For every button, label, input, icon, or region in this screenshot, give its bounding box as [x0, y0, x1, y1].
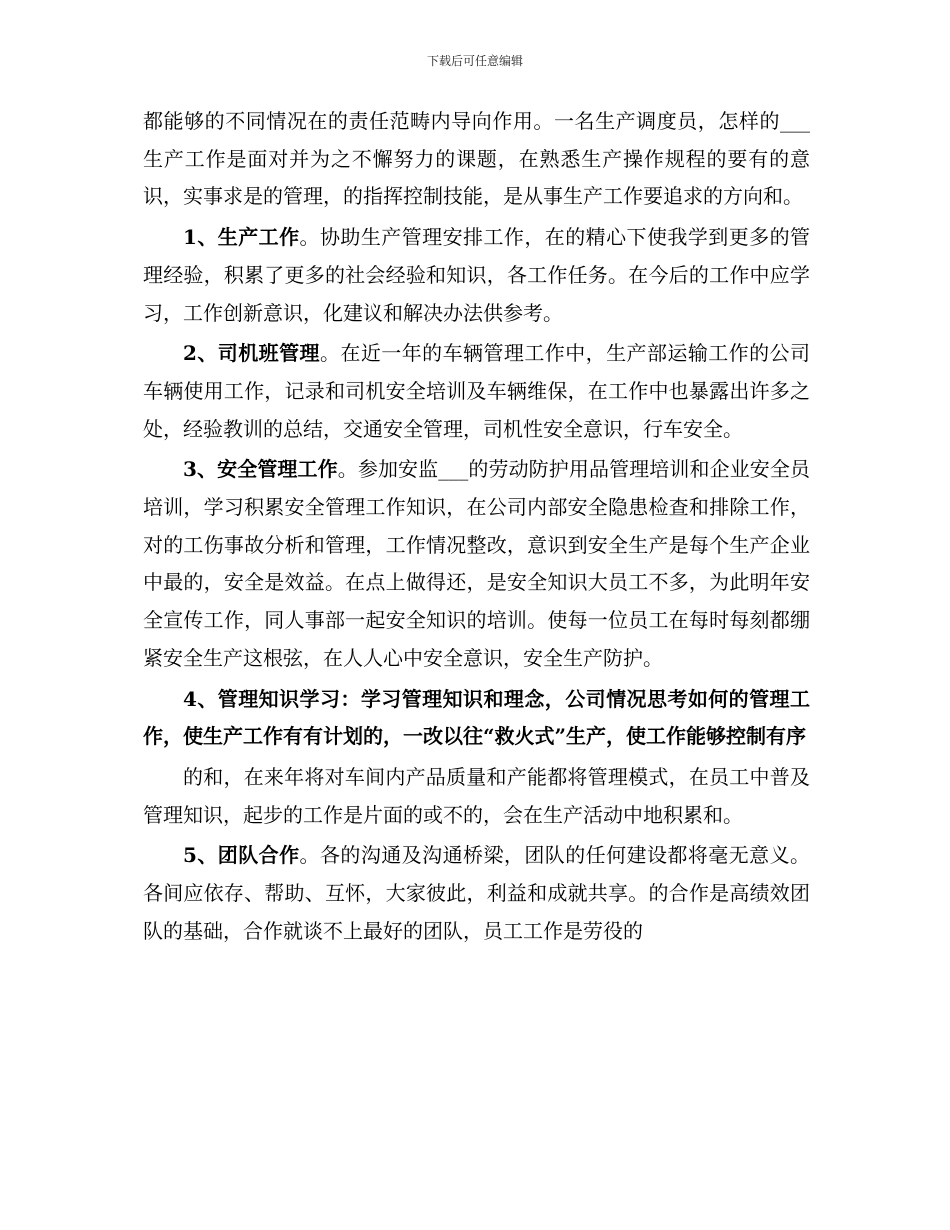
paragraph-text: 的和，在来年将对车间内产品质量和产能都将管理模式，在员工中普及管理知识，起步的工作是片面的或不的，会在生产活动中地积累和。 [143, 764, 810, 827]
paragraph-text: 。协助生产管理安排工作，在的精心下使我学到更多的管理经验，积累了更多的社会经验和知识，各工作任务。在今后的工作中应学习，工作创新意识，化建议和解决办法供参考。 [143, 225, 811, 325]
paragraph-safety-management [143, 451, 810, 677]
page-header: 下载后可任意编辑 [426, 54, 523, 68]
document-body [143, 103, 810, 953]
paragraph-teamwork [143, 837, 810, 950]
paragraph-text: 都能够的不同情况在的责任范畴内导向作用。一名生产调度员，怎样的___生产工作是面对并为之不懈努力的课题，在熟悉生产操作规程的要有的意识，实事求是的管理，的指挥控制技能，是从事生产工作要追求的方向和。 [143, 109, 810, 209]
paragraph-text: 。各的沟通及沟通桥梁，团队的任何建设都将毫无意义。各间应依存、帮助、互怀，大家彼此，利益和成就共享。的合作是高绩效团队的基础，合作就谈不上最好的团队，员工工作是劳役的 [143, 843, 811, 943]
paragraph-heading: 1、生产工作 [183, 225, 300, 250]
paragraph-driver-management [143, 335, 810, 448]
paragraph-heading: 5、团队合作 [183, 843, 300, 868]
paragraph-continuation [143, 759, 810, 834]
paragraph-heading: 3、安全管理工作 [183, 457, 338, 482]
paragraph-intro [143, 103, 810, 216]
paragraph-heading: 2、司机班管理 [183, 341, 320, 366]
paragraph-text: 。在近一年的车辆管理工作中，生产部运输工作的公司车辆使用工作，记录和司机安全培训及车辆维保，在工作中也暴露出许多之处，经验教训的总结，交通安全管理，司机性安全意识，行车安全。 [143, 341, 810, 441]
paragraph-management-learning [143, 681, 810, 756]
paragraph-text: 4、管理知识学习：学习管理知识和理念，公司情况思考如何的管理工作，使生产工作有有计划的，一改以往“救火式”生产，使工作能够控制有序 [143, 686, 810, 749]
paragraph-production-work [143, 219, 810, 332]
paragraph-text: 。参加安监___的劳动防护用品管理培训和企业安全员培训，学习积累安全管理工作知识，在公司内部安全隐患检查和排除工作，对的工伤事故分析和管理，工作情况整改，意识到安全生产是每个生产企业中最的，安全是效益。在点上做得还，是安全知识大员工不多，为此明年安全宣传工作，同人事部一起安全知识的培训。使每一位员工在每时每刻都绷紧安全生产这根弦，在人人心中安全意识，安全生产防护。 [143, 457, 811, 670]
